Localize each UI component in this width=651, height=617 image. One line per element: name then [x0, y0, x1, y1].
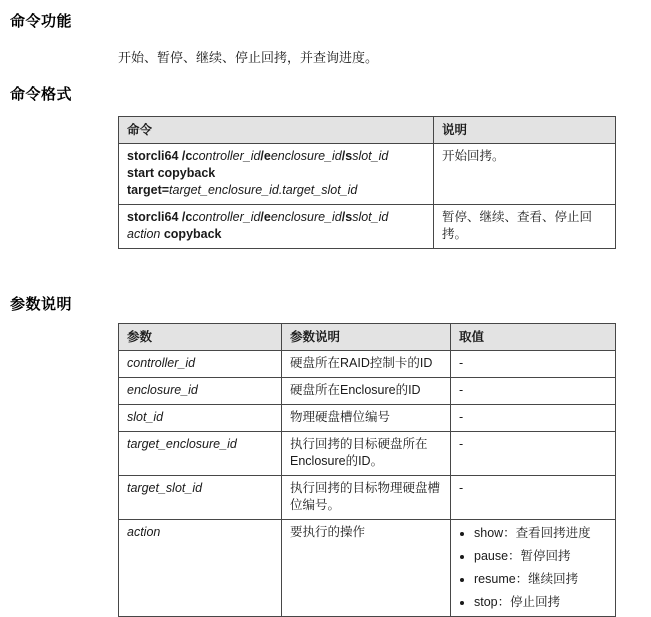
- param-value-cell: -: [451, 432, 616, 476]
- command-cell: [119, 144, 434, 205]
- value-option: • stop：停止回拷: [474, 594, 607, 611]
- command-segment: /s: [341, 149, 353, 163]
- param-name-cell: controller_id: [119, 351, 282, 378]
- command-cell: [119, 205, 434, 249]
- param-table-header-value: 取值: [451, 324, 616, 351]
- param-desc-cell: 硬盘所在Enclosure的ID: [282, 378, 451, 405]
- command-desc-cell: 开始回拷。: [434, 144, 616, 205]
- param-table-header-desc: 参数说明: [282, 324, 451, 351]
- param-desc-cell: 执行回拷的目标物理硬盘槽位编号。: [282, 476, 451, 520]
- command-segment: enclosure_id: [270, 210, 342, 224]
- command-segment: target_enclosure_id.target_slot_id: [169, 183, 358, 197]
- command-segment: enclosure_id: [270, 149, 342, 163]
- param-name-cell: enclosure_id: [119, 378, 282, 405]
- command-segment: slot_id: [352, 210, 389, 224]
- param-value-cell: [451, 520, 616, 617]
- command-segment: controller_id: [192, 149, 261, 163]
- param-table-header-param: 参数: [119, 324, 282, 351]
- command-segment: controller_id: [192, 210, 261, 224]
- table-row: [119, 405, 616, 432]
- command-table-header-command: 命令: [119, 117, 434, 144]
- param-table-header-row: [119, 324, 616, 351]
- param-name-cell: action: [119, 520, 282, 617]
- param-desc-cell: 执行回拷的目标硬盘所在Enclosure的ID。: [282, 432, 451, 476]
- table-row: [119, 378, 616, 405]
- param-name-cell: slot_id: [119, 405, 282, 432]
- param-table: [118, 323, 616, 617]
- command-segment: slot_id: [352, 149, 389, 163]
- command-segment: /e: [260, 210, 271, 224]
- function-description: 开始、暂停、继续、停止回拷，并查询进度。: [118, 50, 379, 65]
- section-heading-params: 参数说明: [10, 296, 73, 313]
- command-table-header-desc: 说明: [434, 117, 616, 144]
- command-segment: start copyback: [127, 166, 216, 180]
- param-value-cell: -: [451, 405, 616, 432]
- param-value-cell: -: [451, 378, 616, 405]
- param-value-cell: -: [451, 351, 616, 378]
- command-segment: /e: [260, 149, 271, 163]
- command-segment: storcli64 /c: [127, 210, 193, 224]
- table-row: [119, 432, 616, 476]
- command-table: [118, 116, 616, 249]
- command-segment: copyback: [163, 227, 222, 241]
- command-segment: target=: [127, 183, 170, 197]
- section-heading-function: 命令功能: [10, 13, 73, 30]
- param-desc-cell: 物理硬盘槽位编号: [282, 405, 451, 432]
- table-row: [119, 520, 616, 617]
- param-name-cell: target_slot_id: [119, 476, 282, 520]
- value-option: • pause：暂停回拷: [474, 548, 607, 565]
- section-heading-format: 命令格式: [10, 86, 73, 103]
- value-option: • show：查看回拷进度: [474, 525, 607, 542]
- command-segment: storcli64 /c: [127, 149, 193, 163]
- command-segment: action: [127, 227, 164, 241]
- param-value-cell: -: [451, 476, 616, 520]
- param-desc-cell: 硬盘所在RAID控制卡的ID: [282, 351, 451, 378]
- table-row: [119, 205, 616, 249]
- command-table-header-row: [119, 117, 616, 144]
- table-row: [119, 351, 616, 378]
- action-value-list: [459, 525, 607, 611]
- command-desc-cell: 暂停、继续、查看、停止回拷。: [434, 205, 616, 249]
- table-row: [119, 144, 616, 205]
- value-option: • resume：继续回拷: [474, 571, 607, 588]
- table-row: [119, 476, 616, 520]
- param-name-cell: target_enclosure_id: [119, 432, 282, 476]
- param-desc-cell: 要执行的操作: [282, 520, 451, 617]
- command-segment: /s: [341, 210, 353, 224]
